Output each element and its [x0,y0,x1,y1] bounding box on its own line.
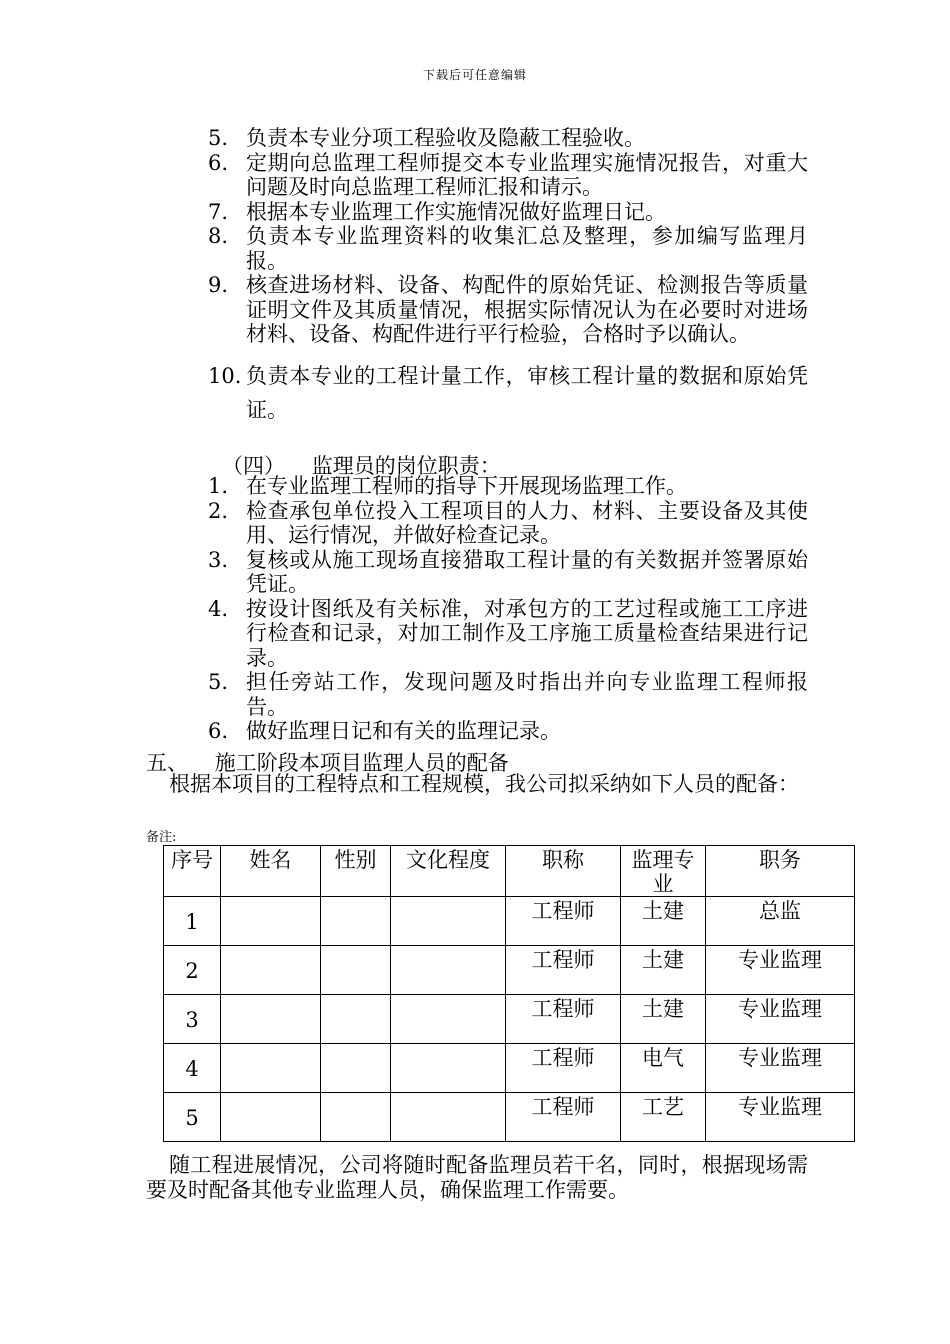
list-item [208,474,808,499]
list-item [208,359,808,427]
table-row [164,995,855,1044]
closing-paragraph: 随工程进展情况，公司将随时配备监理员若干名，同时，根据现场需要及时配备其他专业监理人员，确保监理工作需要。 [146,1153,808,1202]
cell-specialty: 土建 [621,946,706,995]
cell-education [391,897,506,946]
cell-position: 专业监理 [706,995,855,1044]
item-text: 担任旁站工作，发现问题及时指出并向专业监理工程师报告。 [246,670,808,719]
page-header: 下载后可任意编辑 [422,68,527,82]
table-row [164,1093,855,1142]
item-text: 做好监理日记和有关的监理记录。 [246,719,561,743]
cell-seq: 5 [164,1093,221,1142]
cell-education [391,995,506,1044]
cell-seq: 3 [164,995,221,1044]
list-item [208,548,808,597]
cell-seq: 1 [164,897,221,946]
cell-seq: 2 [164,946,221,995]
staffing-intro: 根据本项目的工程特点和工程规模，我公司拟采纳如下人员的配备： [169,772,799,796]
item-number: 10. [208,363,242,388]
item-text: 复核或从施工现场直接猎取工程计量的有关数据并签署原始凭证。 [246,547,808,596]
header-gender: 性别 [321,846,391,897]
cell-title: 工程师 [506,1093,621,1142]
cell-gender [321,1093,391,1142]
header-education: 文化程度 [391,846,506,897]
staff-table [163,845,855,1142]
list-item [208,224,808,273]
item-text: 负责本专业的工程计量工作，审核工程计量的数据和原始凭证。 [246,363,808,422]
item-number: 4. [208,596,229,621]
item-number: 5. [208,126,229,150]
cell-gender [321,946,391,995]
cell-position: 总监 [706,897,855,946]
header-name: 姓名 [221,846,321,897]
cell-title: 工程师 [506,1044,621,1093]
cell-position: 专业监理 [706,1093,855,1142]
item-number: 8. [208,224,229,248]
item-number: 6. [208,719,229,743]
header-specialty: 监理专业 [621,846,706,897]
cell-specialty: 工艺 [621,1093,706,1142]
cell-seq: 4 [164,1044,221,1093]
list-item [208,597,808,671]
item-number: 5. [208,670,229,694]
list-item [208,126,808,151]
item-number: 9. [208,273,229,297]
cell-education [391,1093,506,1142]
cell-name [221,995,321,1044]
cell-gender [321,1044,391,1093]
section-5-title: 施工阶段本项目监理人员的配备 [214,751,509,775]
remark-label: 备注: [146,830,177,845]
cell-title: 工程师 [506,995,621,1044]
cell-name [221,897,321,946]
list-item [208,200,808,225]
cell-name [221,1093,321,1142]
header-title: 职称 [506,846,621,897]
inspector-duties-list [208,474,808,744]
list-item [208,151,808,200]
cell-name [221,946,321,995]
section-4-title: 监理员的岗位职责： [311,454,501,478]
item-text: 定期向总监理工程师提交本专业监理实施情况报告，对重大问题及时向总监理工程师汇报和请示。 [246,150,808,199]
item-number: 2. [208,498,229,523]
engineer-duties-list [208,126,808,427]
cell-gender [321,897,391,946]
header-seq: 序号 [164,846,221,897]
header-position: 职务 [706,846,855,897]
item-text: 根据本专业监理工作实施情况做好监理日记。 [246,199,666,224]
item-text: 检查承包单位投入工程项目的人力、材料、主要设备及其使用、运行情况，并做好检查记录。 [246,498,808,547]
item-text: 负责本专业分项工程验收及隐蔽工程验收。 [246,126,645,150]
item-text: 按设计图纸及有关标准，对承包方的工艺过程或施工工序进行检查和记录，对加工制作及工序施工质量检查结果进行记录。 [246,596,808,670]
cell-position: 专业监理 [706,946,855,995]
cell-name [221,1044,321,1093]
item-number: 6. [208,150,229,175]
list-item [208,719,808,744]
table-row [164,1044,855,1093]
cell-title: 工程师 [506,946,621,995]
item-number: 7. [208,199,229,224]
table-header-row [164,846,855,897]
list-item [208,670,808,719]
cell-specialty: 土建 [621,897,706,946]
cell-education [391,946,506,995]
cell-gender [321,995,391,1044]
cell-specialty: 土建 [621,995,706,1044]
cell-position: 专业监理 [706,1044,855,1093]
item-text: 核查进场材料、设备、构配件的原始凭证、检测报告等质量证明文件及其质量情况，根据实际情况认为在必要时对进场材料、设备、构配件进行平行检验，合格时予以确认。 [246,273,808,346]
item-text: 负责本专业监理资料的收集汇总及整理，参加编写监理月报。 [246,224,808,273]
item-text: 在专业监理工程师的指导下开展现场监理工作。 [246,474,687,498]
item-number: 1. [208,474,229,498]
item-number: 3. [208,547,229,572]
cell-specialty: 电气 [621,1044,706,1093]
section-4-label: （四） [222,454,285,478]
list-item [208,273,808,347]
section-5-label: 五、 [146,751,188,775]
cell-education [391,1044,506,1093]
list-item [208,499,808,548]
table-row [164,897,855,946]
cell-title: 工程师 [506,897,621,946]
table-row [164,946,855,995]
